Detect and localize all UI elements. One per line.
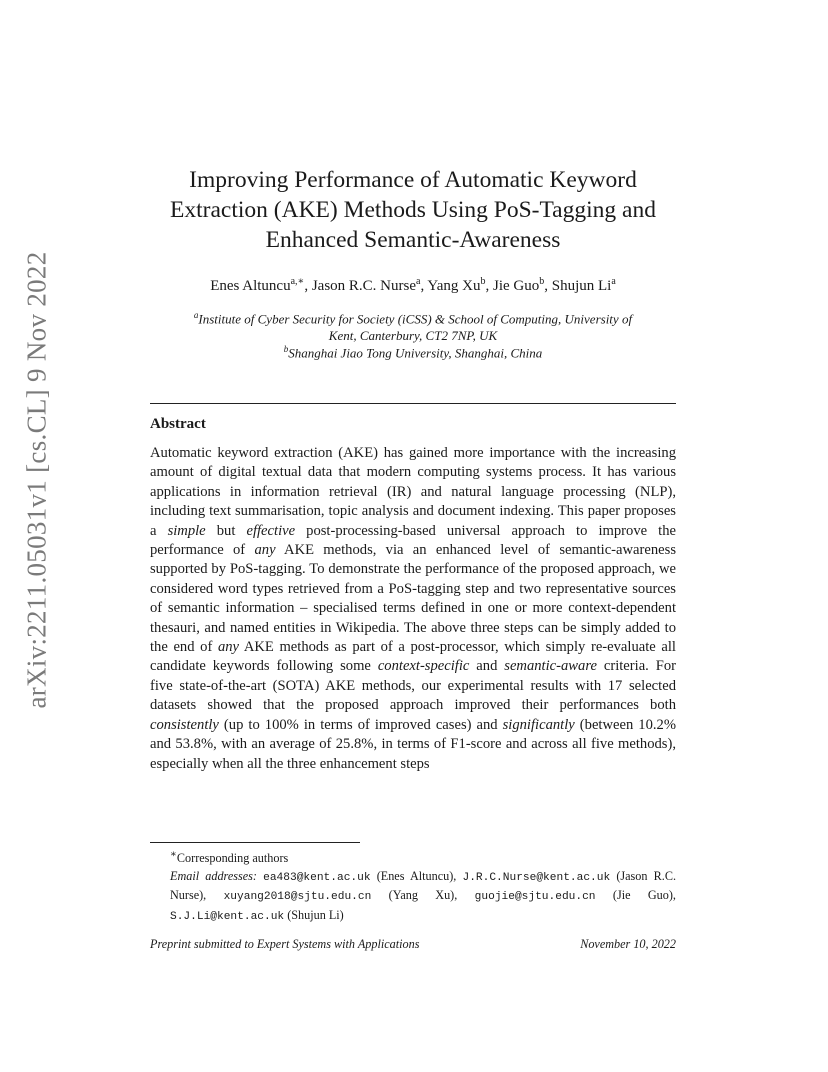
- affiliation-b-line-1: Shanghai Jiao Tong University, Shanghai, China: [288, 345, 543, 361]
- arxiv-sidebar-stamp: [21, 251, 53, 709]
- abstract-emphasis: any: [217, 639, 240, 656]
- abstract-text: and: [469, 658, 505, 675]
- footer-preprint-note: Preprint submitted to Expert Systems with Applications: [150, 937, 420, 951]
- paper-title: [150, 165, 676, 255]
- author-list: [150, 272, 676, 296]
- abstract-emphasis: consistently: [150, 716, 219, 733]
- title-line-1: Improving Performance of Automatic Keyword: [189, 167, 637, 193]
- email-label: Email addresses:: [170, 868, 257, 883]
- footnotes: [150, 846, 676, 926]
- author-affiliation-mark: a: [416, 276, 421, 287]
- author-name: Jie Guo: [493, 278, 540, 294]
- abstract-emphasis: any: [254, 542, 276, 559]
- arxiv-id-text: arXiv:2211.05031v1 [cs.CL] 9 Nov 2022: [21, 251, 52, 709]
- affiliation-a-line-1: Institute of Cyber Security for Society (iCSS) & School of Computing, University of: [198, 311, 633, 327]
- email-link[interactable]: J.R.C.Nurse@kent.ac.uk: [462, 871, 611, 884]
- abstract-emphasis: simple: [167, 522, 206, 539]
- email-owner: (Enes Altuncu),: [370, 868, 463, 883]
- abstract-text: AKE methods, via an enhanced level of semantic-awareness supported by PoS-tagging. To demonstrate the performance of the proposed approach, we considered word types retrieved from a PoS-tagging step and two representative sources of semantic information – specialised terms defined in one or more context-dependent thesauri, and named entities in Wikipedia. The above three steps can be simply added to the end of: [150, 542, 677, 656]
- email-owner: (Jason R.C. Nurse),: [170, 868, 677, 903]
- email-addresses: [150, 868, 676, 927]
- abstract-text: (up to 100% in terms of improved cases) and: [218, 716, 503, 733]
- email-link[interactable]: xuyang2018@sjtu.edu.cn: [223, 891, 372, 904]
- author-affiliation-mark: a: [611, 276, 616, 287]
- email-owner: (Jie Guo),: [595, 888, 676, 903]
- author-affiliation-mark: b: [539, 276, 545, 287]
- corresponding-text: Corresponding authors: [176, 851, 289, 866]
- author-affiliation-mark: a,∗: [290, 276, 305, 287]
- author-separator: ,: [485, 278, 493, 294]
- abstract-text: AKE methods as part of a post-processor, which simply re-evaluate all candidate keywords following some: [150, 639, 676, 675]
- abstract-text: Automatic keyword extraction (AKE) has gained more importance with the increasing amount of digital textual data that modern computing systems process. It has various applications in information retrieval (IR) and natural language processing (NLP), including text summarisation, topic analysis and document indexing. This paper proposes a: [150, 445, 676, 539]
- author-name: Enes Altuncu: [210, 278, 291, 294]
- abstract-body: [150, 444, 676, 774]
- abstract-top-rule: [150, 403, 676, 404]
- author-name: Shujun Li: [551, 278, 612, 294]
- abstract-emphasis: semantic-aware: [504, 658, 597, 675]
- abstract-heading: Abstract: [150, 416, 206, 432]
- email-link[interactable]: S.J.Li@kent.ac.uk: [170, 910, 285, 923]
- abstract-emphasis: effective: [246, 522, 296, 539]
- author-separator: ,: [544, 278, 552, 294]
- affiliation-a-mark: a: [193, 310, 199, 320]
- affiliation-a: [150, 307, 676, 344]
- email-link[interactable]: ea483@kent.ac.uk: [263, 871, 371, 884]
- email-link[interactable]: guojie@sjtu.edu.cn: [474, 891, 596, 904]
- affiliation-a-line-2: Kent, Canterbury, CT2 7NP, UK: [328, 328, 498, 344]
- author-name: Jason R.C. Nurse: [311, 278, 417, 294]
- email-owner: (Yang Xu),: [371, 888, 475, 903]
- author-separator: ,: [304, 278, 312, 294]
- footnote-rule: [150, 842, 360, 843]
- affiliation-b: [150, 341, 676, 361]
- author-affiliation-mark: b: [480, 276, 486, 287]
- title-line-3: Enhanced Semantic-Awareness: [265, 227, 561, 253]
- footer-date: November 10, 2022: [580, 937, 676, 951]
- abstract-text: post-processing-based universal approach to improve the performance of: [150, 522, 676, 559]
- author-separator: ,: [420, 278, 428, 294]
- affiliation-b-mark: b: [283, 344, 289, 354]
- abstract-emphasis: context-specific: [377, 658, 470, 675]
- author-name: Yang Xu: [427, 278, 481, 294]
- abstract-text: (between 10.2% and 53.8%, with an average of 25.8%, in terms of F1-score and across all five methods), especially when all the three enhancement steps: [150, 716, 676, 772]
- page-footer: [150, 937, 676, 952]
- abstract-emphasis: significantly: [502, 716, 575, 733]
- abstract-text: but: [205, 522, 247, 539]
- email-owner: (Shujun Li): [284, 907, 344, 922]
- abstract-text: criteria. For five state-of-the-art (SOTA) AKE methods, our experimental results with 17 selected datasets showed that the proposed approach improved their performances both: [150, 658, 676, 714]
- corresponding-footnote: [150, 846, 676, 868]
- title-line-2: Extraction (AKE) Methods Using PoS-Tagging and: [170, 197, 656, 223]
- corresponding-mark: ∗: [170, 849, 177, 860]
